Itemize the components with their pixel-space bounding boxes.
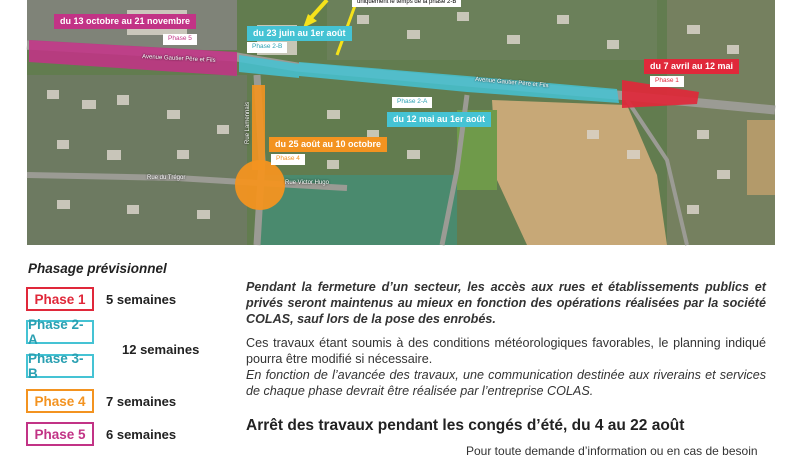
street-victor-hugo: Rue Victor Hugo	[285, 180, 329, 186]
legend-phase-3b: Phase 3-B	[26, 354, 94, 378]
info-text	[246, 279, 766, 399]
aerial-map[interactable]	[27, 0, 775, 245]
street-tregor: Rue du Trégor	[147, 175, 186, 181]
phase-1-tag: Phase 1	[650, 76, 684, 87]
street-lamennais: Rue Lamennais	[245, 101, 252, 145]
weather-paragraph: Ces travaux étant soumis à des conditions météorologiques favorables, le planning indiqué pourra être modifié si nécessaire.	[246, 336, 766, 366]
street-gautier-east: Avenue Gautier Père et Fils	[474, 76, 549, 90]
phase-2a-dates: du 12 mai au 1er août	[387, 112, 491, 127]
summer-closure-heading: Arrêt des travaux pendant les congés d’été, du 4 au 22 août	[246, 417, 685, 434]
phase-2a-tag: Phase 2-A	[392, 97, 432, 108]
contact-text-partial: Pour toute demande d’information ou en cas de besoin	[466, 444, 758, 458]
phase-2-duration: 12 semaines	[122, 342, 200, 357]
phase-4-duration: 7 semaines	[106, 394, 177, 409]
phase-2b-note: uniquement le temps de la phase 2-B	[352, 0, 461, 7]
phase-4-dates: du 25 août au 10 octobre	[269, 137, 387, 152]
legend-phase-1: Phase 1	[26, 287, 94, 311]
phase-5-duration: 6 semaines	[106, 427, 177, 442]
phase-5-tag: Phase 5	[163, 34, 197, 45]
legend-phase-4: Phase 4	[26, 389, 94, 413]
legend-phase-5: Phase 5	[26, 422, 94, 446]
legend-phase-2a: Phase 2-A	[26, 320, 94, 344]
phase-1-duration: 5 semaines	[106, 292, 177, 307]
legend-title: Phasage prévisionnel	[28, 261, 167, 276]
phase-1-dates: du 7 avril au 12 mai	[644, 59, 739, 74]
phase-4-tag: Phase 4	[271, 154, 305, 165]
street-gautier-west: Avenue Gautier Père et Fils	[141, 54, 216, 64]
access-paragraph: Pendant la fermeture d’un secteur, les accès aux rues et établissements publics et privés seront maintenus au mieux en fonction des opérations réalisées par la société COLAS, sauf lors de la pose des enrobés.	[246, 280, 766, 326]
phase-2b-dates: du 23 juin au 1er août	[247, 26, 352, 41]
phase-2b-tag: Phase 2-B	[247, 42, 287, 53]
communication-paragraph: En fonction de l’avancée des travaux, une communication destinée aux riverains et services de chaque phase devrait être réalisée par l’entreprise COLAS.	[246, 368, 766, 398]
phase-5-dates: du 13 octobre au 21 novembre	[54, 14, 196, 29]
